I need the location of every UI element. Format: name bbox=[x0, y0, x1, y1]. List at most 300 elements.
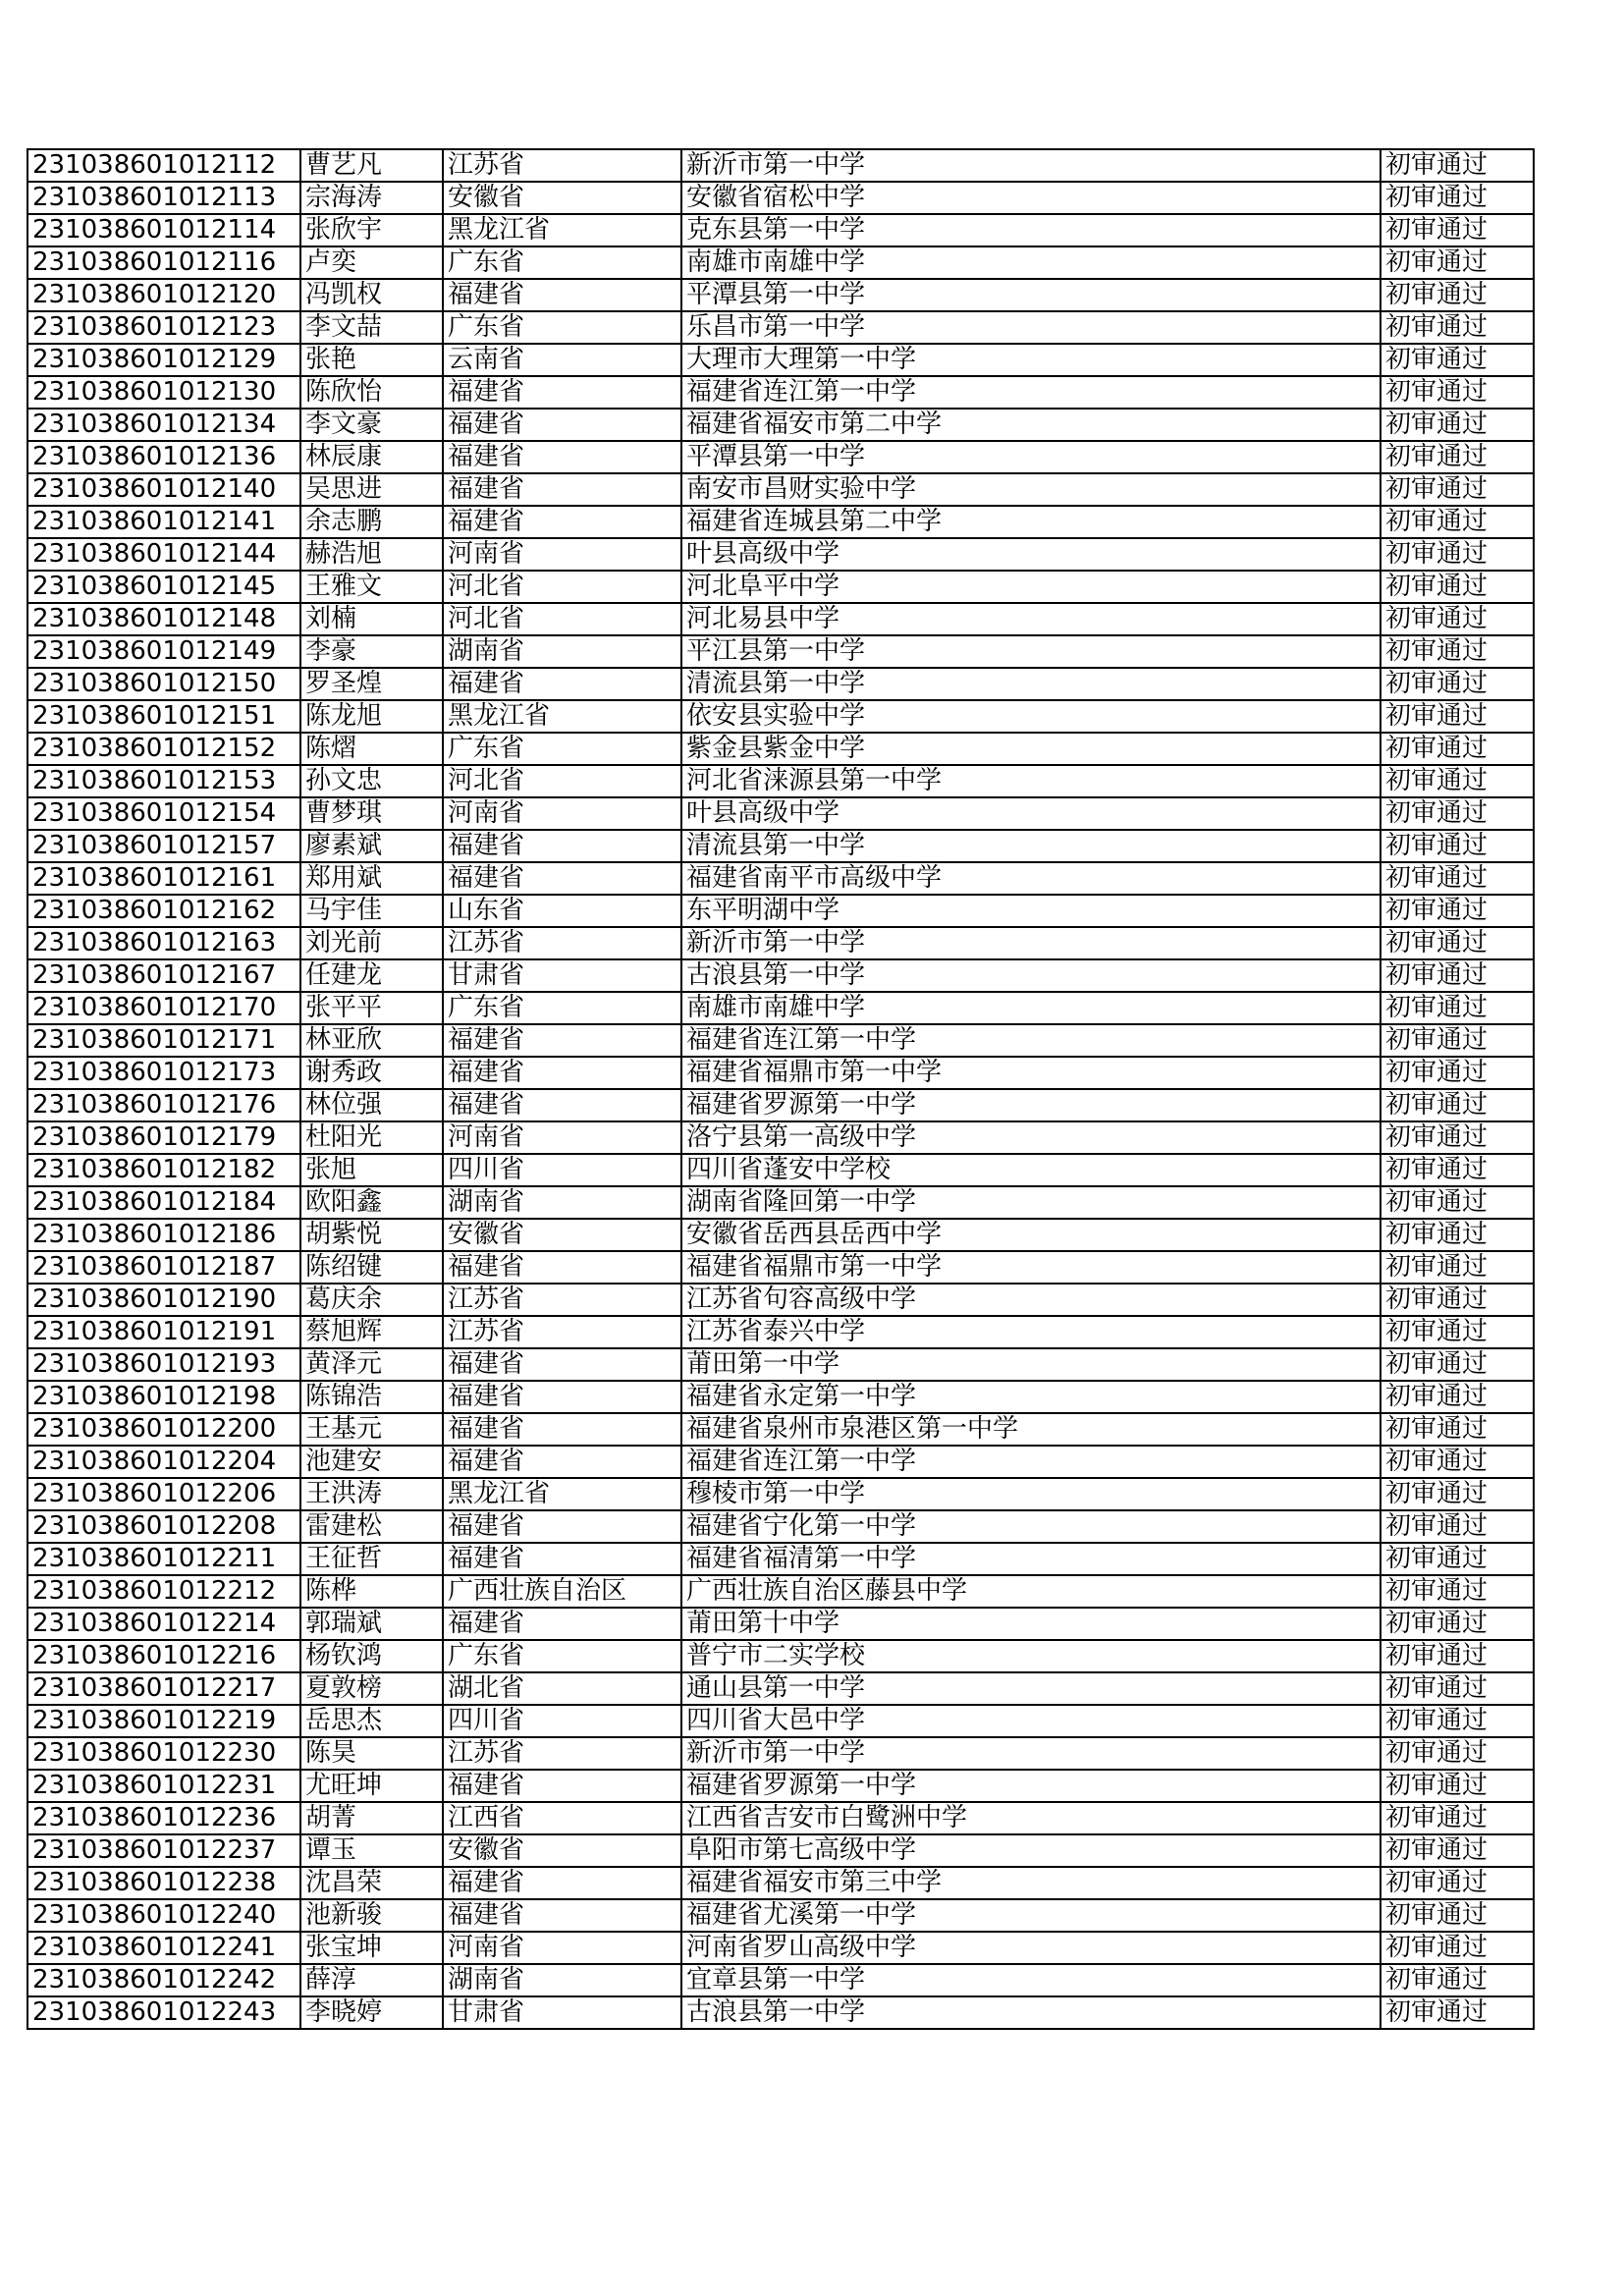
table-row bbox=[27, 1510, 1534, 1543]
review-status-cell: 初审通过 bbox=[1380, 441, 1534, 473]
review-status-cell: 初审通过 bbox=[1380, 927, 1534, 959]
review-status-cell: 初审通过 bbox=[1380, 409, 1534, 441]
province-cell: 福建省 bbox=[443, 1024, 681, 1057]
registration-id-cell: 231038601012129 bbox=[27, 344, 300, 376]
review-status-cell: 初审通过 bbox=[1380, 279, 1534, 311]
student-name-cell: 陈欣怡 bbox=[300, 376, 443, 409]
registration-id-cell: 231038601012237 bbox=[27, 1834, 300, 1867]
table-row bbox=[27, 1186, 1534, 1219]
table-row bbox=[27, 830, 1534, 862]
province-cell: 福建省 bbox=[443, 1510, 681, 1543]
registration-id-cell: 231038601012240 bbox=[27, 1899, 300, 1932]
review-status-cell: 初审通过 bbox=[1380, 1996, 1534, 2029]
student-name-cell: 林辰康 bbox=[300, 441, 443, 473]
school-name-cell: 依安县实验中学 bbox=[681, 700, 1380, 733]
registration-id-cell: 231038601012217 bbox=[27, 1672, 300, 1705]
registration-id-cell: 231038601012149 bbox=[27, 635, 300, 668]
table-row bbox=[27, 959, 1534, 992]
review-status-cell: 初审通过 bbox=[1380, 959, 1534, 992]
registration-id-cell: 231038601012114 bbox=[27, 214, 300, 246]
table-row bbox=[27, 765, 1534, 797]
school-name-cell: 新沂市第一中学 bbox=[681, 1737, 1380, 1770]
school-name-cell: 克东县第一中学 bbox=[681, 214, 1380, 246]
review-status-cell: 初审通过 bbox=[1380, 1057, 1534, 1089]
school-name-cell: 洛宁县第一高级中学 bbox=[681, 1121, 1380, 1154]
registration-id-cell: 231038601012152 bbox=[27, 733, 300, 765]
school-name-cell: 福建省罗源第一中学 bbox=[681, 1089, 1380, 1121]
table-row bbox=[27, 441, 1534, 473]
school-name-cell: 穆棱市第一中学 bbox=[681, 1478, 1380, 1510]
student-name-cell: 张平平 bbox=[300, 992, 443, 1024]
table-row bbox=[27, 506, 1534, 538]
school-name-cell: 平潭县第一中学 bbox=[681, 279, 1380, 311]
student-name-cell: 池建安 bbox=[300, 1446, 443, 1478]
table-row bbox=[27, 1284, 1534, 1316]
student-name-cell: 罗圣煌 bbox=[300, 668, 443, 700]
student-name-cell: 曹梦琪 bbox=[300, 797, 443, 830]
school-name-cell: 福建省福鼎市第一中学 bbox=[681, 1057, 1380, 1089]
student-name-cell: 杜阳光 bbox=[300, 1121, 443, 1154]
school-name-cell: 福建省宁化第一中学 bbox=[681, 1510, 1380, 1543]
registration-id-cell: 231038601012154 bbox=[27, 797, 300, 830]
province-cell: 山东省 bbox=[443, 895, 681, 927]
registration-id-cell: 231038601012187 bbox=[27, 1251, 300, 1284]
review-status-cell: 初审通过 bbox=[1380, 635, 1534, 668]
school-name-cell: 江苏省泰兴中学 bbox=[681, 1316, 1380, 1348]
student-name-cell: 杨钦鸿 bbox=[300, 1640, 443, 1672]
review-status-cell: 初审通过 bbox=[1380, 1251, 1534, 1284]
school-name-cell: 福建省南平市高级中学 bbox=[681, 862, 1380, 895]
registration-id-cell: 231038601012130 bbox=[27, 376, 300, 409]
review-status-cell: 初审通过 bbox=[1380, 538, 1534, 571]
review-status-cell: 初审通过 bbox=[1380, 1219, 1534, 1251]
review-status-cell: 初审通过 bbox=[1380, 1640, 1534, 1672]
review-status-cell: 初审通过 bbox=[1380, 1121, 1534, 1154]
province-cell: 甘肃省 bbox=[443, 959, 681, 992]
province-cell: 福建省 bbox=[443, 668, 681, 700]
review-status-cell: 初审通过 bbox=[1380, 992, 1534, 1024]
table-row bbox=[27, 992, 1534, 1024]
registration-id-cell: 231038601012150 bbox=[27, 668, 300, 700]
student-name-cell: 雷建松 bbox=[300, 1510, 443, 1543]
province-cell: 黑龙江省 bbox=[443, 214, 681, 246]
province-cell: 福建省 bbox=[443, 1446, 681, 1478]
school-name-cell: 福建省福清第一中学 bbox=[681, 1543, 1380, 1575]
school-name-cell: 福建省连江第一中学 bbox=[681, 1446, 1380, 1478]
table-row bbox=[27, 1834, 1534, 1867]
province-cell: 广东省 bbox=[443, 311, 681, 344]
registration-id-cell: 231038601012193 bbox=[27, 1348, 300, 1381]
review-status-cell: 初审通过 bbox=[1380, 376, 1534, 409]
review-status-cell: 初审通过 bbox=[1380, 1381, 1534, 1413]
registration-id-cell: 231038601012167 bbox=[27, 959, 300, 992]
table-row bbox=[27, 1024, 1534, 1057]
review-status-cell: 初审通过 bbox=[1380, 1186, 1534, 1219]
school-name-cell: 福建省连城县第二中学 bbox=[681, 506, 1380, 538]
province-cell: 江苏省 bbox=[443, 1284, 681, 1316]
registration-id-cell: 231038601012141 bbox=[27, 506, 300, 538]
student-name-cell: 沈昌荣 bbox=[300, 1867, 443, 1899]
table-row bbox=[27, 1381, 1534, 1413]
registration-id-cell: 231038601012243 bbox=[27, 1996, 300, 2029]
student-name-cell: 陈昊 bbox=[300, 1737, 443, 1770]
registration-id-cell: 231038601012162 bbox=[27, 895, 300, 927]
registration-id-cell: 231038601012170 bbox=[27, 992, 300, 1024]
registration-id-cell: 231038601012206 bbox=[27, 1478, 300, 1510]
student-name-cell: 胡紫悦 bbox=[300, 1219, 443, 1251]
student-name-cell: 蔡旭辉 bbox=[300, 1316, 443, 1348]
registration-id-cell: 231038601012236 bbox=[27, 1802, 300, 1834]
school-name-cell: 河北省涞源县第一中学 bbox=[681, 765, 1380, 797]
province-cell: 福建省 bbox=[443, 506, 681, 538]
school-name-cell: 四川省大邑中学 bbox=[681, 1705, 1380, 1737]
registration-id-cell: 231038601012140 bbox=[27, 473, 300, 506]
student-name-cell: 夏敦榜 bbox=[300, 1672, 443, 1705]
table-row bbox=[27, 1348, 1534, 1381]
student-name-cell: 林亚欣 bbox=[300, 1024, 443, 1057]
school-name-cell: 四川省蓬安中学校 bbox=[681, 1154, 1380, 1186]
table-body bbox=[27, 149, 1534, 2029]
registration-id-cell: 231038601012212 bbox=[27, 1575, 300, 1608]
review-status-cell: 初审通过 bbox=[1380, 1575, 1534, 1608]
review-status-cell: 初审通过 bbox=[1380, 1964, 1534, 1996]
school-name-cell: 南雄市南雄中学 bbox=[681, 992, 1380, 1024]
table-row bbox=[27, 1608, 1534, 1640]
student-name-cell: 陈桦 bbox=[300, 1575, 443, 1608]
table-row bbox=[27, 1964, 1534, 1996]
school-name-cell: 湖南省隆回第一中学 bbox=[681, 1186, 1380, 1219]
school-name-cell: 广西壮族自治区藤县中学 bbox=[681, 1575, 1380, 1608]
registration-id-cell: 231038601012230 bbox=[27, 1737, 300, 1770]
table-row bbox=[27, 1899, 1534, 1932]
review-status-cell: 初审通过 bbox=[1380, 571, 1534, 603]
table-row bbox=[27, 1996, 1534, 2029]
student-name-cell: 李文豪 bbox=[300, 409, 443, 441]
province-cell: 江苏省 bbox=[443, 1316, 681, 1348]
province-cell: 湖北省 bbox=[443, 1672, 681, 1705]
province-cell: 福建省 bbox=[443, 409, 681, 441]
school-name-cell: 新沂市第一中学 bbox=[681, 927, 1380, 959]
student-name-cell: 薛淳 bbox=[300, 1964, 443, 1996]
review-status-cell: 初审通过 bbox=[1380, 895, 1534, 927]
registration-id-cell: 231038601012216 bbox=[27, 1640, 300, 1672]
province-cell: 河南省 bbox=[443, 797, 681, 830]
review-status-cell: 初审通过 bbox=[1380, 603, 1534, 635]
table-row bbox=[27, 927, 1534, 959]
province-cell: 河北省 bbox=[443, 765, 681, 797]
review-status-cell: 初审通过 bbox=[1380, 1867, 1534, 1899]
school-name-cell: 江西省吉安市白鹭洲中学 bbox=[681, 1802, 1380, 1834]
review-status-cell: 初审通过 bbox=[1380, 1446, 1534, 1478]
table-row bbox=[27, 1219, 1534, 1251]
province-cell: 湖南省 bbox=[443, 1186, 681, 1219]
student-name-cell: 欧阳鑫 bbox=[300, 1186, 443, 1219]
table-row bbox=[27, 797, 1534, 830]
student-name-cell: 任建龙 bbox=[300, 959, 443, 992]
registration-id-cell: 231038601012191 bbox=[27, 1316, 300, 1348]
review-status-cell: 初审通过 bbox=[1380, 182, 1534, 214]
province-cell: 福建省 bbox=[443, 1089, 681, 1121]
review-status-cell: 初审通过 bbox=[1380, 733, 1534, 765]
review-status-cell: 初审通过 bbox=[1380, 1737, 1534, 1770]
province-cell: 安徽省 bbox=[443, 1219, 681, 1251]
review-status-cell: 初审通过 bbox=[1380, 1348, 1534, 1381]
table-row bbox=[27, 635, 1534, 668]
table-row bbox=[27, 571, 1534, 603]
student-name-cell: 王征哲 bbox=[300, 1543, 443, 1575]
school-name-cell: 安徽省宿松中学 bbox=[681, 182, 1380, 214]
registration-id-cell: 231038601012113 bbox=[27, 182, 300, 214]
table-row bbox=[27, 409, 1534, 441]
registration-id-cell: 231038601012112 bbox=[27, 149, 300, 182]
student-name-cell: 谢秀政 bbox=[300, 1057, 443, 1089]
school-name-cell: 宜章县第一中学 bbox=[681, 1964, 1380, 1996]
student-name-cell: 陈锦浩 bbox=[300, 1381, 443, 1413]
registration-id-cell: 231038601012186 bbox=[27, 1219, 300, 1251]
review-status-cell: 初审通过 bbox=[1380, 1154, 1534, 1186]
registration-id-cell: 231038601012176 bbox=[27, 1089, 300, 1121]
table-row bbox=[27, 1446, 1534, 1478]
student-name-cell: 吴思进 bbox=[300, 473, 443, 506]
table-row bbox=[27, 1640, 1534, 1672]
review-status-cell: 初审通过 bbox=[1380, 506, 1534, 538]
review-status-cell: 初审通过 bbox=[1380, 473, 1534, 506]
province-cell: 四川省 bbox=[443, 1154, 681, 1186]
table-row bbox=[27, 603, 1534, 635]
student-name-cell: 胡菁 bbox=[300, 1802, 443, 1834]
school-name-cell: 福建省福安市第二中学 bbox=[681, 409, 1380, 441]
registration-id-cell: 231038601012134 bbox=[27, 409, 300, 441]
review-status-cell: 初审通过 bbox=[1380, 1932, 1534, 1964]
school-name-cell: 福建省连江第一中学 bbox=[681, 1024, 1380, 1057]
province-cell: 广东省 bbox=[443, 1640, 681, 1672]
review-status-cell: 初审通过 bbox=[1380, 1543, 1534, 1575]
school-name-cell: 清流县第一中学 bbox=[681, 668, 1380, 700]
school-name-cell: 平江县第一中学 bbox=[681, 635, 1380, 668]
province-cell: 福建省 bbox=[443, 1348, 681, 1381]
review-status-cell: 初审通过 bbox=[1380, 1413, 1534, 1446]
school-name-cell: 江苏省句容高级中学 bbox=[681, 1284, 1380, 1316]
registration-id-cell: 231038601012145 bbox=[27, 571, 300, 603]
province-cell: 福建省 bbox=[443, 1413, 681, 1446]
province-cell: 河北省 bbox=[443, 571, 681, 603]
province-cell: 四川省 bbox=[443, 1705, 681, 1737]
review-status-cell: 初审通过 bbox=[1380, 214, 1534, 246]
table-row bbox=[27, 538, 1534, 571]
review-status-cell: 初审通过 bbox=[1380, 1316, 1534, 1348]
student-name-cell: 赫浩旭 bbox=[300, 538, 443, 571]
registration-id-cell: 231038601012219 bbox=[27, 1705, 300, 1737]
student-name-cell: 尤旺坤 bbox=[300, 1770, 443, 1802]
registration-id-cell: 231038601012157 bbox=[27, 830, 300, 862]
student-name-cell: 卢奕 bbox=[300, 246, 443, 279]
student-name-cell: 王基元 bbox=[300, 1413, 443, 1446]
school-name-cell: 古浪县第一中学 bbox=[681, 959, 1380, 992]
province-cell: 江西省 bbox=[443, 1802, 681, 1834]
registration-id-cell: 231038601012161 bbox=[27, 862, 300, 895]
table-row bbox=[27, 1802, 1534, 1834]
province-cell: 福建省 bbox=[443, 441, 681, 473]
table-row bbox=[27, 1543, 1534, 1575]
province-cell: 福建省 bbox=[443, 830, 681, 862]
province-cell: 福建省 bbox=[443, 376, 681, 409]
province-cell: 云南省 bbox=[443, 344, 681, 376]
registration-id-cell: 231038601012211 bbox=[27, 1543, 300, 1575]
review-status-cell: 初审通过 bbox=[1380, 668, 1534, 700]
registration-id-cell: 231038601012208 bbox=[27, 1510, 300, 1543]
student-name-cell: 陈龙旭 bbox=[300, 700, 443, 733]
table-row bbox=[27, 311, 1534, 344]
student-name-cell: 王雅文 bbox=[300, 571, 443, 603]
student-name-cell: 宗海涛 bbox=[300, 182, 443, 214]
table-row bbox=[27, 1316, 1534, 1348]
registration-id-cell: 231038601012123 bbox=[27, 311, 300, 344]
table-row bbox=[27, 344, 1534, 376]
student-name-cell: 冯凯权 bbox=[300, 279, 443, 311]
review-status-cell: 初审通过 bbox=[1380, 797, 1534, 830]
registration-id-cell: 231038601012200 bbox=[27, 1413, 300, 1446]
registration-id-cell: 231038601012184 bbox=[27, 1186, 300, 1219]
school-name-cell: 普宁市二实学校 bbox=[681, 1640, 1380, 1672]
table-row bbox=[27, 246, 1534, 279]
school-name-cell: 南安市昌财实验中学 bbox=[681, 473, 1380, 506]
table-row bbox=[27, 733, 1534, 765]
table-row bbox=[27, 1478, 1534, 1510]
registration-id-cell: 231038601012204 bbox=[27, 1446, 300, 1478]
student-name-cell: 李文喆 bbox=[300, 311, 443, 344]
province-cell: 安徽省 bbox=[443, 1834, 681, 1867]
review-status-cell: 初审通过 bbox=[1380, 149, 1534, 182]
table-row bbox=[27, 376, 1534, 409]
table-row bbox=[27, 862, 1534, 895]
registration-id-cell: 231038601012153 bbox=[27, 765, 300, 797]
province-cell: 河北省 bbox=[443, 603, 681, 635]
province-cell: 湖南省 bbox=[443, 1964, 681, 1996]
province-cell: 安徽省 bbox=[443, 182, 681, 214]
province-cell: 福建省 bbox=[443, 473, 681, 506]
province-cell: 福建省 bbox=[443, 1770, 681, 1802]
school-name-cell: 新沂市第一中学 bbox=[681, 149, 1380, 182]
review-status-cell: 初审通过 bbox=[1380, 1608, 1534, 1640]
table-row bbox=[27, 1932, 1534, 1964]
school-name-cell: 莆田第一中学 bbox=[681, 1348, 1380, 1381]
review-status-cell: 初审通过 bbox=[1380, 1834, 1534, 1867]
registration-id-cell: 231038601012120 bbox=[27, 279, 300, 311]
registration-id-cell: 231038601012238 bbox=[27, 1867, 300, 1899]
review-status-cell: 初审通过 bbox=[1380, 1089, 1534, 1121]
table-row bbox=[27, 895, 1534, 927]
registration-id-cell: 231038601012148 bbox=[27, 603, 300, 635]
table-row bbox=[27, 1867, 1534, 1899]
review-status-cell: 初审通过 bbox=[1380, 1510, 1534, 1543]
province-cell: 福建省 bbox=[443, 1867, 681, 1899]
registration-id-cell: 231038601012163 bbox=[27, 927, 300, 959]
student-name-cell: 池新骏 bbox=[300, 1899, 443, 1932]
school-name-cell: 福建省永定第一中学 bbox=[681, 1381, 1380, 1413]
student-name-cell: 刘楠 bbox=[300, 603, 443, 635]
school-name-cell: 河北易县中学 bbox=[681, 603, 1380, 635]
student-name-cell: 林位强 bbox=[300, 1089, 443, 1121]
school-name-cell: 福建省连江第一中学 bbox=[681, 376, 1380, 409]
table-row bbox=[27, 1575, 1534, 1608]
registration-id-cell: 231038601012151 bbox=[27, 700, 300, 733]
registration-id-cell: 231038601012116 bbox=[27, 246, 300, 279]
review-status-cell: 初审通过 bbox=[1380, 1478, 1534, 1510]
province-cell: 黑龙江省 bbox=[443, 1478, 681, 1510]
province-cell: 江苏省 bbox=[443, 1737, 681, 1770]
school-name-cell: 河北阜平中学 bbox=[681, 571, 1380, 603]
table-row bbox=[27, 149, 1534, 182]
school-name-cell: 乐昌市第一中学 bbox=[681, 311, 1380, 344]
province-cell: 广东省 bbox=[443, 733, 681, 765]
registration-id-cell: 231038601012136 bbox=[27, 441, 300, 473]
table-row bbox=[27, 1089, 1534, 1121]
province-cell: 福建省 bbox=[443, 1543, 681, 1575]
table-row bbox=[27, 1705, 1534, 1737]
table-row bbox=[27, 700, 1534, 733]
province-cell: 广西壮族自治区 bbox=[443, 1575, 681, 1608]
registration-id-cell: 231038601012241 bbox=[27, 1932, 300, 1964]
student-name-cell: 李晓婷 bbox=[300, 1996, 443, 2029]
student-name-cell: 郭瑞斌 bbox=[300, 1608, 443, 1640]
review-status-cell: 初审通过 bbox=[1380, 765, 1534, 797]
registration-id-cell: 231038601012231 bbox=[27, 1770, 300, 1802]
province-cell: 福建省 bbox=[443, 862, 681, 895]
province-cell: 广东省 bbox=[443, 246, 681, 279]
province-cell: 江苏省 bbox=[443, 927, 681, 959]
review-status-cell: 初审通过 bbox=[1380, 1705, 1534, 1737]
review-status-cell: 初审通过 bbox=[1380, 700, 1534, 733]
student-name-cell: 陈熠 bbox=[300, 733, 443, 765]
registration-id-cell: 231038601012214 bbox=[27, 1608, 300, 1640]
table-row bbox=[27, 1413, 1534, 1446]
review-status-cell: 初审通过 bbox=[1380, 246, 1534, 279]
school-name-cell: 叶县高级中学 bbox=[681, 797, 1380, 830]
student-name-cell: 张欣宇 bbox=[300, 214, 443, 246]
school-name-cell: 古浪县第一中学 bbox=[681, 1996, 1380, 2029]
school-name-cell: 平潭县第一中学 bbox=[681, 441, 1380, 473]
table-row bbox=[27, 668, 1534, 700]
student-name-cell: 郑用斌 bbox=[300, 862, 443, 895]
province-cell: 河南省 bbox=[443, 1121, 681, 1154]
review-status-cell: 初审通过 bbox=[1380, 1770, 1534, 1802]
registration-id-cell: 231038601012144 bbox=[27, 538, 300, 571]
table-row bbox=[27, 214, 1534, 246]
province-cell: 江苏省 bbox=[443, 149, 681, 182]
school-name-cell: 东平明湖中学 bbox=[681, 895, 1380, 927]
province-cell: 福建省 bbox=[443, 1899, 681, 1932]
table-row bbox=[27, 1770, 1534, 1802]
student-name-cell: 张宝坤 bbox=[300, 1932, 443, 1964]
province-cell: 福建省 bbox=[443, 1251, 681, 1284]
registration-id-cell: 231038601012179 bbox=[27, 1121, 300, 1154]
student-name-cell: 张艳 bbox=[300, 344, 443, 376]
province-cell: 河南省 bbox=[443, 538, 681, 571]
table-row bbox=[27, 473, 1534, 506]
review-status-cell: 初审通过 bbox=[1380, 1802, 1534, 1834]
student-name-cell: 张旭 bbox=[300, 1154, 443, 1186]
review-status-cell: 初审通过 bbox=[1380, 1024, 1534, 1057]
review-status-cell: 初审通过 bbox=[1380, 862, 1534, 895]
review-status-cell: 初审通过 bbox=[1380, 1672, 1534, 1705]
table-row bbox=[27, 1057, 1534, 1089]
student-name-cell: 孙文忠 bbox=[300, 765, 443, 797]
school-name-cell: 福建省福安市第三中学 bbox=[681, 1867, 1380, 1899]
student-name-cell: 王洪涛 bbox=[300, 1478, 443, 1510]
student-name-cell: 陈绍键 bbox=[300, 1251, 443, 1284]
school-name-cell: 福建省罗源第一中学 bbox=[681, 1770, 1380, 1802]
student-name-cell: 马宇佳 bbox=[300, 895, 443, 927]
